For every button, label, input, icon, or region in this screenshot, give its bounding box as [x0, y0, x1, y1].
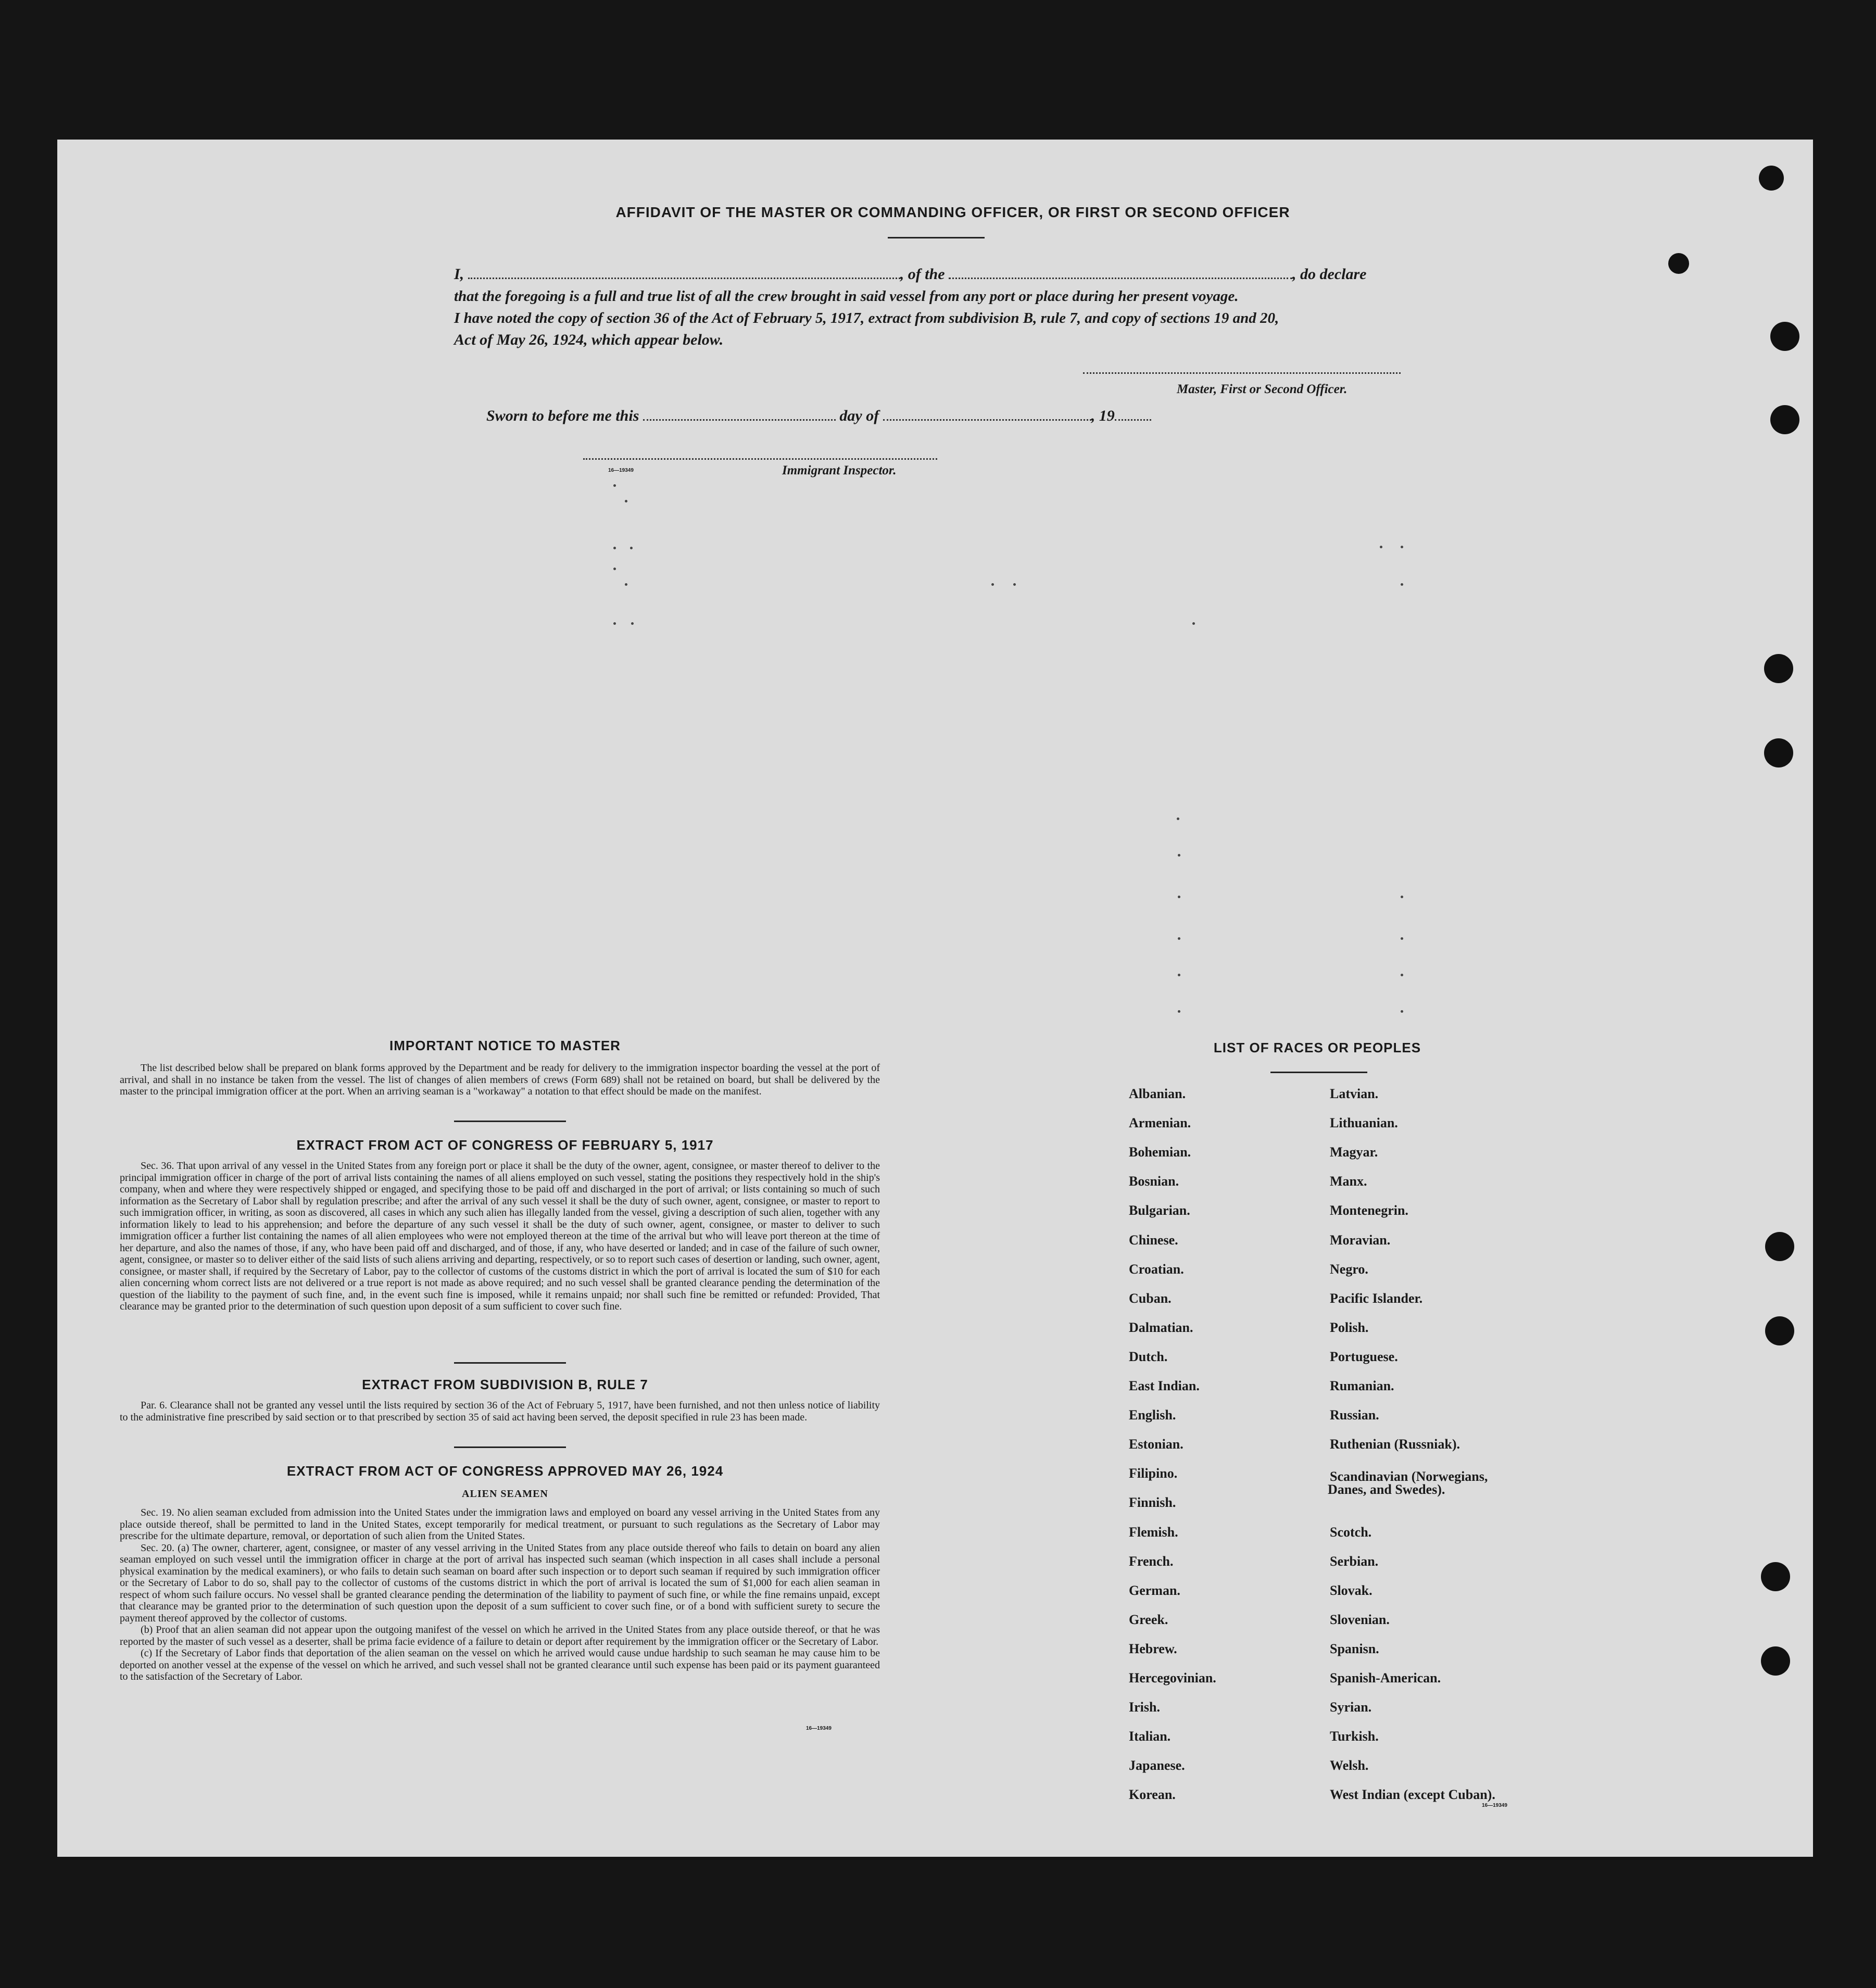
inspector-label: Immigrant Inspector. [782, 463, 897, 477]
binder-hole [1764, 738, 1793, 767]
race-item: Portuguese. [1330, 1349, 1398, 1364]
race-item: Turkish. [1330, 1729, 1379, 1744]
signature-label: Master, First or Second Officer. [1177, 382, 1348, 396]
declare-label: , do declare [1292, 266, 1367, 283]
sworn-label: Sworn to before me this [486, 407, 639, 424]
races-title: LIST OF RACES OR PEOPLES [1213, 1040, 1421, 1055]
binder-hole [1761, 1646, 1790, 1676]
race-item: Serbian. [1330, 1553, 1379, 1569]
section-36-body: Sec. 36. That upon arrival of any vessel in the United States from any foreign port or place it shall be the duty of the owner, agent, consignee, or master thereof to deliver to the principal immigration officer in charge of the port of arrival lists containing the names of all aliens employed on such vessel, stating the positions they respectively hold in the ship's company, when and where they were respectively shipped or engaged, and specifying those to be paid off and discharged in the port of arrival; or lists containing so much of such information as the Secretary of Labor shall by regulation prescribe; and after the arrival of any such vessel it shall be the duty of such owner, agent, consignee, or master to report to such immigration officer, in writing, as soon as discovered, all cases in which any such alien has illegally landed from the vessel, giving a description of such alien, together with any information likely to lead to his apprehension; and before the departure of any such vessel it shall be the duty of such owner, agent, consignee, or master to deliver to such immigration officer a further list containing the names of all alien employees who were not employed thereon at the time of the arrival but who will leave port thereon at the time of her departure, and also the names of those, if any, who have been paid off and discharged, and of those, if any, who have deserted or landed; and in case of the failure of such owner, agent, consignee, or master so to deliver either of the said lists of such aliens arriving and departing, respectively, or so to report such cases of desertion or landing, such owner, agent, consignee, or master shall, if required by the Secretary of Labor, pay to the collector of customs of the customs district in which the port of arrival is located the sum of $10 for each alien concerning whom correct lists are not delivered or a true report is not made as above required; and no such vessel shall be granted clearance pending the determination of the question of the liability to the payment of such fine, and, in the event such fine is imposed, while it remains unpaid; nor shall such fine be remitted or refunded: Provided, That clearance may be granted prior to the determination of such question upon deposit of a sum sufficient to cover such fine. [120, 1160, 880, 1312]
sworn-year-field[interactable] [1115, 409, 1151, 421]
notice-text [120, 1062, 880, 1098]
vessel-name-field[interactable] [949, 267, 1292, 279]
race-item: Latvian. [1330, 1086, 1379, 1101]
signature-field[interactable] [1083, 372, 1401, 374]
race-item: Manx. [1330, 1174, 1367, 1189]
vessel-label: , of the [900, 266, 945, 283]
race-item: Danes, and Swedes). [1328, 1482, 1445, 1498]
binder-hole [1761, 1562, 1790, 1591]
declarant-label: I, [454, 266, 464, 283]
race-item: Spanish-American. [1330, 1670, 1441, 1685]
section-divider [454, 1121, 566, 1122]
race-item: Welsh. [1330, 1758, 1369, 1773]
paragraph-6-body: Par. 6. Clearance shall not be granted any vessel until the lists required by section 36 of the Act of February 5, 1917, have been furnished, and not then unless notice of liability to the administrative fine prescribed by said section or to that prescribed by section 35 of said act having been served, the deposit specified in rule 23 has been made. [120, 1400, 880, 1423]
race-item: Flemish. [1129, 1524, 1178, 1540]
race-item: Russian. [1330, 1407, 1379, 1423]
notice-body: The list described below shall be prepared on blank forms approved by the Department and be ready for delivery to the immigration inspector boarding the vessel at the port of arrival, and shall in no instance be taken from the vessel. The list of changes of alien members of crews (Form 689) shall not be retained on board, but shall be delivered by the master to the principal immigration officer at the port. When an arriving seaman is a "workaway" a notation to that effect should be made on the manifest. [120, 1062, 880, 1097]
affidavit-text [454, 263, 1422, 351]
form-number: 16—19349 [806, 1726, 832, 1731]
race-item: Estonian. [1129, 1437, 1183, 1452]
declarant-name-field[interactable] [468, 267, 900, 279]
race-item: Greek. [1129, 1612, 1168, 1627]
affidavit-title: AFFIDAVIT OF THE MASTER OR COMMANDING OFFICER, OR FIRST OR SECOND OFFICER [615, 204, 1290, 220]
day-of-label: day of [839, 407, 879, 424]
race-item: Slovak. [1330, 1582, 1373, 1598]
race-item: English. [1129, 1407, 1176, 1423]
extract-1924-text [120, 1507, 880, 1683]
race-item: Italian. [1129, 1729, 1171, 1744]
section-divider [454, 1446, 566, 1448]
section-20b-body: (b) Proof that an alien seaman did not appear upon the outgoing manifest of the vessel on which he arrived in the United States from any place outside thereof, or that he was reported by the master of such vessel as a deserter, shall be prima facie evidence of a failure to detain or deport after requirement by the immigration officer or the Secretary of Labor. [120, 1624, 880, 1647]
race-item: Pacific Islander. [1330, 1290, 1423, 1306]
race-item: Lithuanian. [1330, 1115, 1398, 1131]
race-item: Scotch. [1330, 1524, 1372, 1540]
race-item: Filipino. [1129, 1466, 1178, 1481]
inspector-signature-field[interactable] [583, 458, 937, 460]
race-item: Magyar. [1330, 1144, 1378, 1160]
sworn-month-field[interactable] [883, 409, 1091, 421]
race-item: Finnish. [1129, 1495, 1176, 1511]
binder-hole [1668, 253, 1689, 274]
race-item: Spanisn. [1330, 1641, 1379, 1656]
race-item: Scandinavian (Norwegians, [1330, 1468, 1488, 1484]
extract-rule7-text [120, 1400, 880, 1423]
title-divider [1270, 1072, 1367, 1073]
race-item: Japanese. [1129, 1758, 1185, 1773]
affidavit-line-4: Act of May 26, 1924, which appear below. [454, 331, 724, 348]
race-item: Polish. [1330, 1319, 1369, 1335]
binder-hole [1765, 1316, 1794, 1345]
race-item: Bosnian. [1129, 1174, 1179, 1189]
binder-hole [1770, 322, 1799, 351]
binder-hole [1765, 1232, 1794, 1261]
section-20c-body: (c) If the Secretary of Labor finds that deportation of the alien seaman on the vessel on which he arrived would cause undue hardship to such seaman he may cause him to be deported on another vessel at the expense of the vessel on which he arrived, and such vessel shall not be granted clearance until such expense has been paid or its payment guaranteed to the satisfaction of the Secretary of Labor. [120, 1647, 880, 1682]
race-item: Moravian. [1330, 1232, 1391, 1248]
race-item: Rumanian. [1330, 1378, 1394, 1393]
affidavit-line-3: I have noted the copy of section 36 of the Act of February 5, 1917, extract from subdivision B, rule 7, and copy of sections 19 and 20, [454, 310, 1279, 326]
race-item: Montenegrin. [1330, 1203, 1408, 1218]
alien-seamen-subtitle: ALIEN SEAMEN [462, 1488, 548, 1500]
race-item: Negro. [1330, 1261, 1368, 1277]
race-item: Cuban. [1129, 1290, 1172, 1306]
binder-hole [1759, 166, 1784, 191]
section-20a-body: Sec. 20. (a) The owner, charterer, agent, consignee, or master of any vessel arriving in the United States from any place outside thereof who fails to detain on board any alien seaman employed on such vessel until the immigration officer in charge at the port of arrival has inspected such seaman (which inspection in all cases shall include a personal physical examination by the medical examiners), or who fails to detain such seaman on board after such inspection or to deport such seaman if required by such immigration officer or the Secretary of Labor to do so, shall pay to the collector of customs of the customs district in which the port of arrival is located the sum of $1,000 for each alien seaman in respect of whom such failure occurs. No vessel shall be granted clearance pending the determination of the liability to payment of such fine, or while the fine remains unpaid, except that clearance may be granted prior to the determination of such question upon the deposit of a sum sufficient to cover such fine, or of a bond with sufficient surety to secure the payment thereof approved by the collector of customs. [120, 1542, 880, 1624]
race-item: Bulgarian. [1129, 1203, 1190, 1218]
binder-hole [1764, 654, 1793, 683]
section-19-body: Sec. 19. No alien seaman excluded from admission into the United States under the immigration laws and employed on board any vessel arriving in the United States from any place outside thereof, shall be permitted to land in the United States, except temporarily for medical treatment, or pursuant to such regulations as the Secretary of Labor may prescribe for the ultimate departure, removal, or deportation of such alien from the United States. [120, 1507, 880, 1542]
race-item: Dalmatian. [1129, 1319, 1193, 1335]
binder-hole [1770, 405, 1799, 434]
extract-1917-title: EXTRACT FROM ACT OF CONGRESS OF FEBRUARY 5, 1917 [296, 1137, 714, 1153]
race-item: Croatian. [1129, 1261, 1184, 1277]
section-divider [454, 1362, 566, 1364]
race-item: Slovenian. [1330, 1612, 1390, 1627]
title-divider [888, 237, 985, 238]
year-label: , 19 [1091, 407, 1115, 424]
race-item: Chinese. [1129, 1232, 1178, 1248]
race-item: West Indian (except Cuban). [1330, 1787, 1495, 1803]
form-number: 16—19349 [1482, 1803, 1507, 1808]
race-item: Dutch. [1129, 1349, 1168, 1364]
race-item: Ruthenian (Russniak). [1330, 1437, 1460, 1452]
race-item: Hebrew. [1129, 1641, 1177, 1656]
race-item: East Indian. [1129, 1378, 1200, 1393]
extract-1924-title: EXTRACT FROM ACT OF CONGRESS APPROVED MAY 26, 1924 [286, 1463, 724, 1479]
race-item: Syrian. [1330, 1700, 1372, 1715]
race-item: German. [1129, 1582, 1180, 1598]
race-item: Irish. [1129, 1700, 1160, 1715]
notice-title: IMPORTANT NOTICE TO MASTER [389, 1038, 621, 1053]
form-number: 16—19349 [608, 468, 634, 473]
race-item: Korean. [1129, 1787, 1176, 1803]
extract-1917-text [120, 1160, 880, 1313]
race-item: Armenian. [1129, 1115, 1191, 1131]
sworn-day-field[interactable] [643, 409, 836, 421]
sworn-line [486, 405, 1151, 427]
race-item: French. [1129, 1553, 1174, 1569]
race-item: Hercegovinian. [1129, 1670, 1216, 1685]
affidavit-line-2: that the foregoing is a full and true list of all the crew brought in said vessel from any port or place during her present voyage. [454, 288, 1239, 305]
extract-rule7-title: EXTRACT FROM SUBDIVISION B, RULE 7 [362, 1377, 648, 1392]
race-item: Bohemian. [1129, 1144, 1191, 1160]
race-item: Albanian. [1129, 1086, 1186, 1101]
